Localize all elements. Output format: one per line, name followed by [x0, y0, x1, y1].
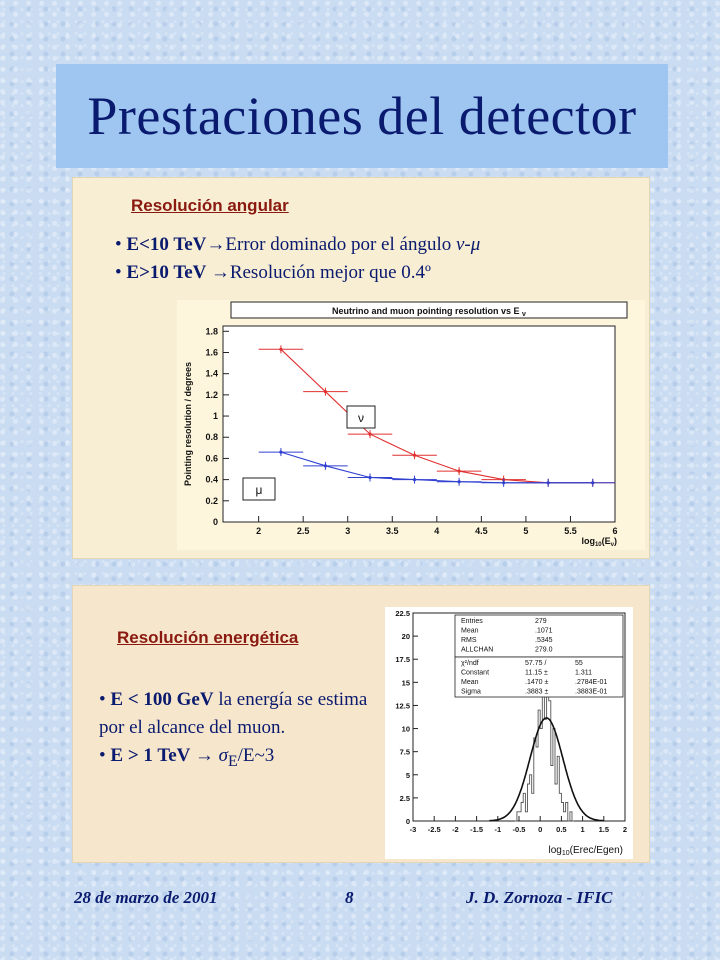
y-tick-label: 12.5	[395, 701, 410, 711]
energy-b1-text: la energía se estima por el alcance del muon.	[99, 689, 368, 738]
y-tick-label: 10	[401, 724, 410, 734]
x-tick-label: 2	[622, 825, 628, 834]
energy-b2-energy: E > 1 TeV	[110, 745, 195, 766]
plot-frame	[223, 326, 615, 522]
energy-bullet-1	[99, 686, 383, 742]
sigma-subscript: E	[227, 752, 238, 770]
x-tick-label: -1	[494, 825, 502, 834]
stats-value: 279	[535, 618, 547, 625]
energy-panel	[72, 585, 650, 863]
x-tick-label: 4	[434, 526, 440, 536]
legend-nu-label: ν	[358, 411, 364, 425]
y-tick-label: 2.5	[399, 793, 410, 803]
energy-bullets	[99, 686, 383, 776]
fit-stats-label: Mean	[461, 679, 479, 686]
stats-value: .1071	[535, 627, 553, 635]
x-tick-label: 0	[538, 825, 543, 834]
fit-stats-label: χ²/ndf	[461, 660, 479, 667]
fit-stats-value: 11.15 ±	[525, 669, 548, 677]
right-arrow-icon: →	[194, 745, 214, 766]
y-tick-label: 1.6	[205, 347, 218, 358]
x-tick-label: 3.5	[386, 526, 399, 536]
y-tick-label: 1	[212, 411, 218, 422]
plot-title: Neutrino and muon pointing resolution vs E $_\nu$	[332, 306, 526, 318]
stats-value: 279.0	[535, 646, 553, 654]
x-tick-label: 0.5	[556, 825, 567, 834]
fit-stats-error: 1.311	[575, 669, 592, 677]
angular-b1-energy: E<10 TeV	[126, 234, 207, 255]
bullet-dot-icon: •	[99, 689, 106, 710]
y-axis-label: Pointing resolution / degrees	[183, 361, 193, 487]
x-tick-label: 1	[580, 825, 585, 834]
fit-stats-error: 55	[575, 660, 583, 667]
y-tick-label: 0.4	[205, 474, 218, 485]
y-tick-label: 0	[405, 817, 410, 826]
x-tick-label: 5.5	[564, 526, 577, 536]
energy-histogram-svg	[385, 607, 633, 859]
angular-b1-symbols: ν-μ	[456, 234, 481, 255]
bullet-dot-icon: •	[115, 262, 122, 283]
x-tick-label: 1.5	[598, 825, 610, 834]
pointing-resolution-plot	[177, 300, 645, 550]
x-tick-label: -1.5	[470, 825, 484, 834]
footer-date: 28 de marzo de 2001	[74, 888, 218, 907]
y-tick-label: 0.6	[205, 453, 218, 464]
y-tick-label: 15	[401, 678, 410, 688]
y-tick-label: 1.4	[205, 368, 218, 379]
fit-stats-value: .1470 ±	[525, 679, 549, 686]
x-tick-label: -2.5	[427, 825, 441, 834]
fit-stats-error: .3883E-01	[575, 688, 608, 696]
y-tick-label: 5	[405, 770, 410, 780]
stats-value: .5345	[535, 637, 553, 644]
y-tick-label: 1.2	[205, 389, 218, 400]
hist-x-axis-label: $\log_{10}(Erec/Egen)$	[548, 845, 623, 857]
right-arrow-icon: →	[210, 262, 230, 283]
stats-label: Mean	[461, 627, 479, 635]
energy-histogram	[385, 607, 633, 859]
footer-page: 8	[345, 888, 354, 907]
angular-b2-text: Resolución mejor que 0.4º	[229, 262, 431, 283]
x-tick-label: -0.5	[512, 825, 526, 834]
y-tick-label: 17.5	[395, 655, 410, 665]
fit-stats-label: Constant	[461, 669, 490, 677]
angular-panel	[72, 177, 650, 559]
x-tick-label: 4.5	[475, 526, 488, 536]
angular-b2-energy: E>10 TeV	[126, 262, 211, 283]
angular-bullet-2	[115, 262, 431, 284]
pointing-resolution-svg	[177, 300, 645, 550]
x-tick-label: 2	[256, 526, 262, 536]
fit-stats-error: .2784E-01	[575, 679, 608, 686]
sigma-symbol: σ	[213, 745, 228, 766]
legend-mu-label: μ	[255, 483, 263, 497]
angular-heading: Resolución angular	[131, 196, 289, 215]
energy-b2-tail: /E~3	[237, 745, 275, 766]
fit-stats-value: .3883 ±	[525, 688, 549, 696]
y-tick-label: 1.8	[205, 326, 218, 337]
y-tick-label: 7.5	[399, 747, 410, 757]
x-tick-label: -3	[409, 825, 417, 834]
angular-bullet-1	[115, 234, 480, 256]
bullet-dot-icon: •	[99, 745, 106, 766]
slide-title: Prestaciones del detector	[87, 86, 637, 146]
energy-bullet-2	[99, 742, 383, 776]
angular-b1-text: Error dominado por el ángulo	[225, 234, 456, 255]
stats-label: ALLCHAN	[461, 646, 494, 654]
footer-author: J. D. Zornoza - IFIC	[466, 888, 613, 907]
y-tick-label: 0.2	[205, 495, 218, 506]
title-bar	[56, 64, 668, 168]
bullet-dot-icon: •	[115, 234, 122, 255]
x-axis-label: $\log_{10}(E_\nu)$	[581, 536, 617, 548]
fit-stats-value: 57.75 /	[525, 660, 547, 667]
y-tick-label: 22.5	[395, 609, 410, 618]
y-tick-label: 0	[212, 517, 218, 527]
energy-b1-energy: E < 100 GeV	[110, 689, 214, 710]
x-tick-label: 5	[523, 526, 529, 536]
x-tick-label: 2.5	[296, 526, 310, 536]
x-tick-label: 3	[345, 526, 351, 536]
y-tick-label: 20	[401, 632, 410, 642]
x-tick-label: -2	[452, 825, 459, 834]
right-arrow-icon: →	[206, 234, 226, 255]
energy-heading: Resolución energética	[117, 628, 299, 647]
fit-stats-label: Sigma	[461, 688, 481, 696]
y-tick-label: 0.8	[205, 432, 218, 443]
stats-label: RMS	[461, 637, 477, 644]
stats-label: Entries	[461, 618, 483, 625]
x-tick-label: 6	[612, 526, 618, 536]
